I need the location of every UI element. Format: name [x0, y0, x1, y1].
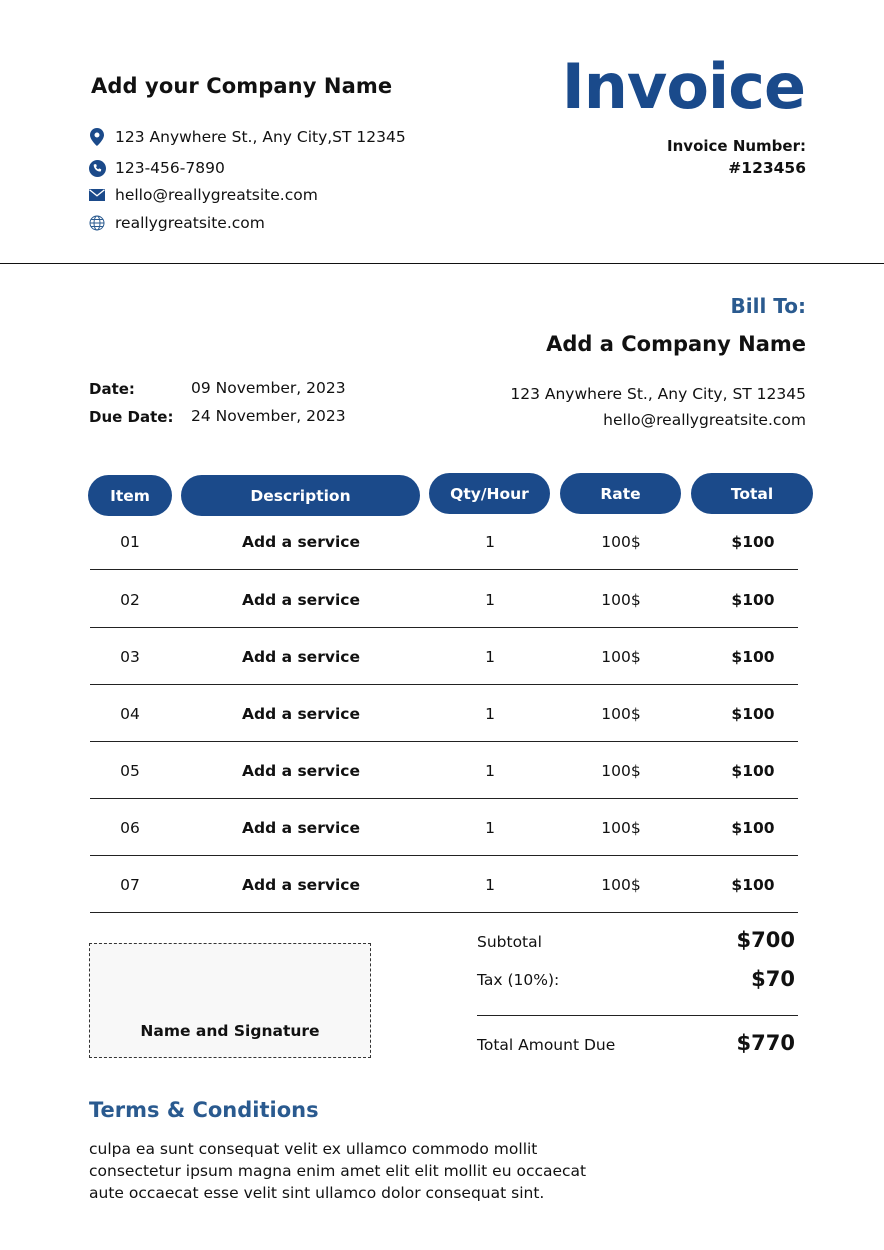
contact-email-row	[88, 184, 318, 206]
bill-to-company: Add a Company Name	[546, 332, 806, 356]
cell-qty: 1	[485, 532, 495, 551]
subtotal-label: Subtotal	[477, 933, 542, 951]
phone-icon	[88, 159, 106, 177]
table-row	[90, 513, 798, 570]
cell-item: 07	[120, 875, 140, 894]
contact-phone-row	[88, 157, 225, 179]
envelope-icon	[88, 186, 106, 204]
due-date-label: Due Date:	[89, 408, 174, 426]
invoice-title: Invoice	[561, 50, 805, 123]
bill-to-address: 123 Anywhere St., Any City, ST 12345	[510, 385, 806, 403]
cell-total: $100	[731, 818, 775, 837]
cell-total: $100	[731, 704, 775, 723]
cell-description: Add a service	[242, 532, 360, 551]
cell-qty: 1	[485, 647, 495, 666]
contact-phone: 123-456-7890	[115, 159, 225, 177]
date-label: Date:	[89, 380, 135, 398]
cell-item: 06	[120, 818, 140, 837]
table-row	[90, 685, 798, 742]
date-value: 09 November, 2023	[191, 379, 346, 397]
signature-box[interactable]	[89, 943, 371, 1058]
invoice-number: #123456	[728, 159, 806, 177]
cell-rate: 100$	[601, 875, 641, 894]
tax-value: $70	[751, 967, 795, 991]
totals-divider	[477, 1015, 798, 1016]
table-row	[90, 799, 798, 856]
cell-rate: 100$	[601, 761, 641, 780]
table-row	[90, 628, 798, 685]
cell-item: 04	[120, 704, 140, 723]
cell-description: Add a service	[242, 590, 360, 609]
row-divider	[90, 569, 798, 570]
terms-line: consectetur ipsum magna enim amet elit elit mollit eu occaecat	[89, 1162, 587, 1180]
cell-total: $100	[731, 875, 775, 894]
cell-qty: 1	[485, 761, 495, 780]
cell-description: Add a service	[242, 818, 360, 837]
cell-total: $100	[731, 647, 775, 666]
table-row	[90, 742, 798, 799]
cell-item: 05	[120, 761, 140, 780]
cell-total: $100	[731, 532, 775, 551]
cell-rate: 100$	[601, 532, 641, 551]
contact-email: hello@reallygreatsite.com	[115, 186, 318, 204]
table-row	[90, 856, 798, 913]
column-header-rate: Rate	[560, 473, 681, 514]
cell-item: 03	[120, 647, 140, 666]
contact-website-row	[88, 212, 265, 234]
cell-total: $100	[731, 761, 775, 780]
column-header-total: Total	[691, 473, 813, 514]
total-due-value: $770	[736, 1031, 795, 1055]
table-row	[90, 571, 798, 628]
cell-description: Add a service	[242, 704, 360, 723]
cell-item: 01	[120, 532, 140, 551]
cell-rate: 100$	[601, 647, 641, 666]
contact-website: reallygreatsite.com	[115, 214, 265, 232]
due-date-value: 24 November, 2023	[191, 407, 346, 425]
row-divider	[90, 912, 798, 913]
total-due-label: Total Amount Due	[477, 1036, 616, 1054]
cell-qty: 1	[485, 704, 495, 723]
contact-address-row	[88, 126, 406, 148]
tax-label: Tax (10%):	[477, 971, 560, 989]
cell-rate: 100$	[601, 704, 641, 723]
cell-description: Add a service	[242, 761, 360, 780]
bill-to-email: hello@reallygreatsite.com	[603, 411, 806, 429]
cell-qty: 1	[485, 875, 495, 894]
bill-to-label: Bill To:	[730, 294, 806, 318]
cell-rate: 100$	[601, 590, 641, 609]
terms-line: aute occaecat esse velit sint ullamco dolor consequat sint.	[89, 1184, 545, 1202]
cell-qty: 1	[485, 818, 495, 837]
location-pin-icon	[88, 128, 106, 146]
header-divider	[0, 263, 884, 264]
cell-qty: 1	[485, 590, 495, 609]
column-header-description: Description	[181, 475, 420, 516]
terms-line: culpa ea sunt consequat velit ex ullamco commodo mollit	[89, 1140, 538, 1158]
column-header-item: Item	[88, 475, 172, 516]
cell-description: Add a service	[242, 875, 360, 894]
cell-description: Add a service	[242, 647, 360, 666]
invoice-number-label: Invoice Number:	[667, 137, 806, 155]
subtotal-value: $700	[736, 928, 795, 952]
company-name: Add your Company Name	[91, 74, 393, 98]
column-header-qty: Qty/Hour	[429, 473, 550, 514]
cell-item: 02	[120, 590, 140, 609]
cell-rate: 100$	[601, 818, 641, 837]
globe-icon	[88, 214, 106, 232]
cell-total: $100	[731, 590, 775, 609]
signature-label: Name and Signature	[140, 1022, 320, 1040]
terms-title: Terms & Conditions	[89, 1098, 319, 1122]
contact-address: 123 Anywhere St., Any City,ST 12345	[115, 128, 406, 146]
